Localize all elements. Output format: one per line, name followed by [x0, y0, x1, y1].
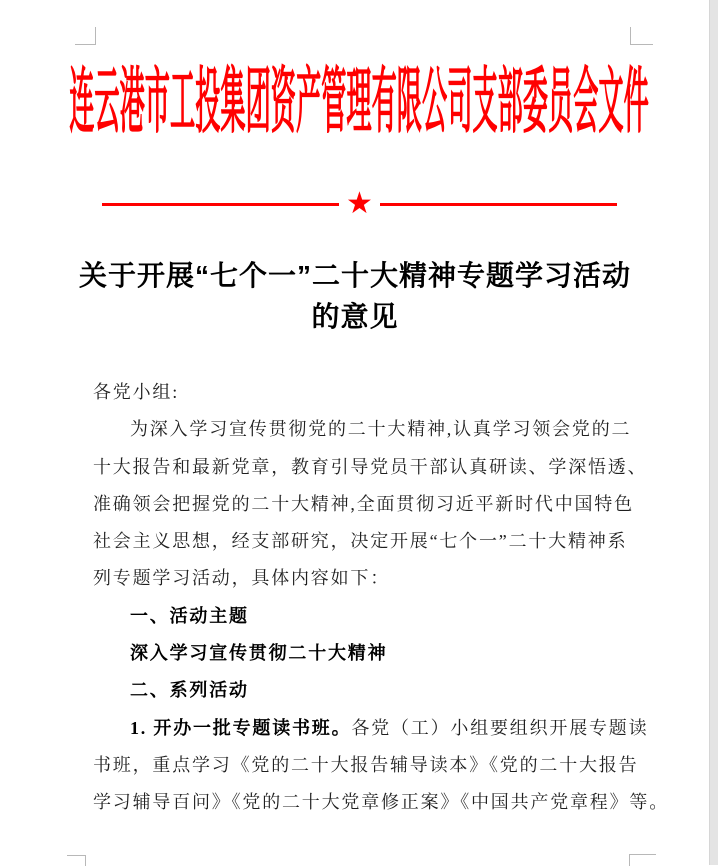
document-title — [0, 255, 710, 337]
body-line — [93, 560, 641, 597]
red-divider-line-right — [380, 203, 617, 206]
body-line-text: 学习辅导百问》《党的二十大党章修正案》《中国共产党章程》等。 — [93, 792, 669, 813]
body-line-bold-text: 1. 开办一批专题读书班。 — [130, 717, 352, 738]
body-line-text: 准确领会把握党的二十大精神,全面贯彻习近平新时代中国特色 — [93, 493, 634, 514]
document-title-line1: 关于开展“七个一”二十大精神专题学习活动 — [78, 260, 631, 291]
body-line-text: 各党小组: — [93, 382, 180, 402]
body-line-heading: 深入学习宣传贯彻二十大精神 — [130, 643, 388, 664]
body-line — [93, 710, 649, 747]
body-line — [93, 449, 648, 486]
page-right-edge — [709, 0, 718, 865]
body-line — [93, 411, 641, 448]
text-boundary-mark-top-left — [75, 27, 96, 45]
body-line — [93, 486, 641, 523]
document-title-line2: 的意见 — [311, 301, 399, 332]
body-line-text: 书班，重点学习《党的二十大报告辅导读本》《党的二十大报告 — [93, 754, 639, 775]
text-boundary-mark-bottom-right — [629, 854, 656, 866]
body-line — [93, 784, 669, 821]
red-divider-line-left — [102, 203, 339, 206]
body-line — [93, 598, 641, 635]
document-body — [93, 374, 669, 822]
body-line-heading: 二、系列活动 — [130, 680, 249, 701]
body-line — [93, 523, 641, 560]
star-icon: ★ — [346, 186, 373, 221]
body-line — [93, 374, 641, 411]
body-line-text: 为深入学习宣传贯彻党的二十大精神,认真学习领会党的二 — [130, 419, 632, 440]
body-line-heading: 一、活动主题 — [130, 605, 249, 626]
body-line — [93, 635, 641, 672]
red-header-banner: 连云港市工投集团资产管理有限公司支部委员会文件 — [69, 62, 649, 142]
text-boundary-mark-top-right — [630, 27, 653, 45]
body-line-text: 十大报告和最新党章，教育引导党员干部认真研读、学深悟透、 — [93, 456, 648, 477]
body-line — [93, 747, 641, 784]
body-line — [93, 672, 641, 709]
red-divider — [102, 186, 617, 221]
body-line-text: 各党（工）小组要组织开展专题读 — [351, 717, 649, 738]
body-line-text: 社会主义思想，经支部研究，决定开展“七个一”二十大精神系 — [93, 531, 628, 552]
text-boundary-mark-bottom-left — [67, 855, 86, 866]
body-line-text: 列专题学习活动，具体内容如下： — [93, 568, 390, 589]
